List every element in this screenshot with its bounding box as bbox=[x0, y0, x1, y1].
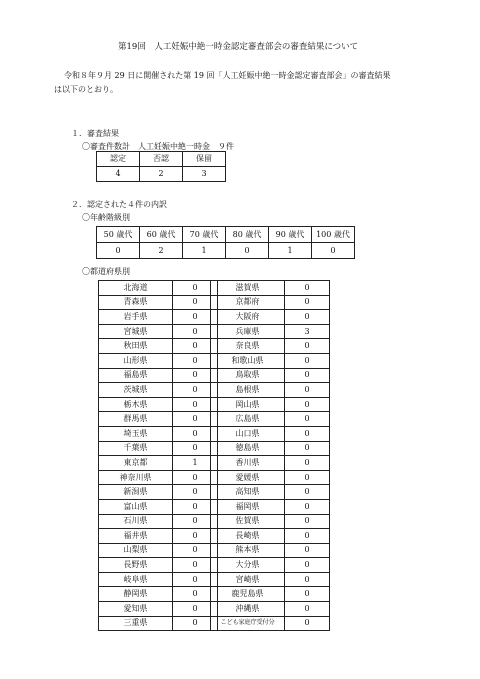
prefecture-count: 0 bbox=[285, 485, 330, 500]
prefecture-name: 山梨県 bbox=[99, 543, 173, 558]
prefecture-name: 岡山県 bbox=[211, 397, 285, 412]
age-value: 1 bbox=[269, 243, 312, 259]
prefecture-count: 0 bbox=[285, 412, 330, 427]
table-row bbox=[99, 456, 218, 471]
table-row bbox=[99, 602, 218, 617]
prefecture-count: 0 bbox=[285, 368, 330, 383]
prefecture-count: 0 bbox=[285, 587, 330, 602]
table-row bbox=[211, 295, 330, 310]
table-row bbox=[211, 339, 330, 354]
prefecture-name: 長野県 bbox=[99, 558, 173, 573]
prefecture-count: 0 bbox=[285, 426, 330, 441]
prefecture-name: 栃木県 bbox=[99, 397, 173, 412]
age-header: 100 歳代 bbox=[312, 227, 355, 243]
prefecture-count: 0 bbox=[173, 529, 218, 544]
prefecture-count: 0 bbox=[173, 426, 218, 441]
prefecture-name: 大分県 bbox=[211, 558, 285, 573]
prefecture-name: 宮崎県 bbox=[211, 572, 285, 587]
prefecture-count: 0 bbox=[285, 499, 330, 514]
age-header: 90 歳代 bbox=[269, 227, 312, 243]
prefecture-name: 福岡県 bbox=[211, 499, 285, 514]
age-header: 70 歳代 bbox=[183, 227, 226, 243]
prefecture-name: 沖縄県 bbox=[211, 602, 285, 617]
prefecture-count: 0 bbox=[285, 543, 330, 558]
table-row bbox=[211, 572, 330, 587]
prefecture-count: 0 bbox=[285, 383, 330, 398]
prefecture-count: 0 bbox=[173, 310, 218, 325]
table-row bbox=[99, 558, 218, 573]
header-pending: 保留 bbox=[183, 152, 226, 167]
prefecture-count: 0 bbox=[285, 616, 330, 631]
prefecture-name: 長崎県 bbox=[211, 529, 285, 544]
prefecture-count: 0 bbox=[285, 572, 330, 587]
table-row bbox=[99, 441, 218, 456]
prefecture-count: 0 bbox=[285, 339, 330, 354]
prefecture-count: 0 bbox=[173, 339, 218, 354]
table-row bbox=[97, 167, 226, 182]
prefecture-count: 3 bbox=[285, 324, 330, 339]
prefecture-count: 0 bbox=[173, 514, 218, 529]
prefecture-count: 0 bbox=[173, 281, 218, 296]
table-row bbox=[99, 353, 218, 368]
prefecture-name: 鳥取県 bbox=[211, 368, 285, 383]
prefecture-count: 0 bbox=[173, 543, 218, 558]
table-row bbox=[211, 543, 330, 558]
prefecture-count: 0 bbox=[173, 397, 218, 412]
prefecture-count: 0 bbox=[173, 602, 218, 617]
prefecture-name: 愛知県 bbox=[99, 602, 173, 617]
prefecture-name: 福島県 bbox=[99, 368, 173, 383]
table-row bbox=[211, 470, 330, 485]
age-value: 0 bbox=[97, 243, 140, 259]
prefecture-count: 0 bbox=[285, 529, 330, 544]
age-value: 2 bbox=[140, 243, 183, 259]
prefecture-name: 石川県 bbox=[99, 514, 173, 529]
prefecture-name: 北海道 bbox=[99, 281, 173, 296]
table-row bbox=[99, 616, 218, 631]
age-value: 1 bbox=[183, 243, 226, 259]
value-approved: 4 bbox=[97, 167, 140, 182]
prefecture-name: 千葉県 bbox=[99, 441, 173, 456]
table-row bbox=[211, 397, 330, 412]
prefecture-count: 0 bbox=[173, 587, 218, 602]
prefecture-name: 福井県 bbox=[99, 529, 173, 544]
prefecture-name: 熊本県 bbox=[211, 543, 285, 558]
age-header: 60 歳代 bbox=[140, 227, 183, 243]
prefecture-count: 0 bbox=[285, 441, 330, 456]
prefecture-name: 富山県 bbox=[99, 499, 173, 514]
table-row bbox=[99, 412, 218, 427]
prefecture-name: 徳島県 bbox=[211, 441, 285, 456]
review-result-table bbox=[96, 151, 226, 182]
table-row bbox=[211, 529, 330, 544]
prefecture-name: 山口県 bbox=[211, 426, 285, 441]
table-row bbox=[211, 368, 330, 383]
age-value: 0 bbox=[312, 243, 355, 259]
table-row bbox=[99, 310, 218, 325]
prefecture-name: 京都府 bbox=[211, 295, 285, 310]
prefecture-count: 0 bbox=[173, 485, 218, 500]
prefecture-name: 青森県 bbox=[99, 295, 173, 310]
table-row bbox=[99, 485, 218, 500]
table-row bbox=[99, 572, 218, 587]
prefecture-count: 0 bbox=[173, 572, 218, 587]
prefecture-name: 岩手県 bbox=[99, 310, 173, 325]
table-row bbox=[211, 514, 330, 529]
age-group-heading: 〇年齢階級別 bbox=[82, 213, 130, 222]
table-row bbox=[211, 383, 330, 398]
table-row bbox=[211, 441, 330, 456]
prefecture-count: 0 bbox=[173, 383, 218, 398]
page-title: 第19回 人工妊娠中絶一時金認定審査部会の審査結果について bbox=[118, 42, 359, 52]
table-row bbox=[99, 499, 218, 514]
table-row bbox=[99, 587, 218, 602]
prefecture-count: 0 bbox=[285, 456, 330, 471]
prefecture-count: 0 bbox=[285, 310, 330, 325]
prefecture-count: 1 bbox=[173, 456, 218, 471]
prefecture-count: 0 bbox=[285, 558, 330, 573]
table-row bbox=[99, 295, 218, 310]
prefecture-count: 0 bbox=[285, 514, 330, 529]
age-header: 80 歳代 bbox=[226, 227, 269, 243]
review-count-subheading: 〇審査件数計 人工妊娠中絶一時金 ９件 bbox=[82, 142, 234, 151]
prefecture-table-right bbox=[210, 280, 330, 631]
prefecture-count: 0 bbox=[173, 558, 218, 573]
prefecture-count: 0 bbox=[173, 353, 218, 368]
prefecture-name: 岐阜県 bbox=[99, 572, 173, 587]
prefecture-name: 東京都 bbox=[99, 456, 173, 471]
prefecture-count: 0 bbox=[173, 616, 218, 631]
value-rejected: 2 bbox=[140, 167, 183, 182]
table-row bbox=[211, 324, 330, 339]
prefecture-heading: 〇都道府県別 bbox=[82, 267, 130, 276]
prefecture-name: 秋田県 bbox=[99, 339, 173, 354]
table-row bbox=[211, 558, 330, 573]
table-row bbox=[211, 426, 330, 441]
header-rejected: 否認 bbox=[140, 152, 183, 167]
prefecture-name: 高知県 bbox=[211, 485, 285, 500]
prefecture-count: 0 bbox=[285, 397, 330, 412]
prefecture-name: 兵庫県 bbox=[211, 324, 285, 339]
value-pending: 3 bbox=[183, 167, 226, 182]
prefecture-count: 0 bbox=[173, 295, 218, 310]
prefecture-count: 0 bbox=[173, 324, 218, 339]
prefecture-name: 愛媛県 bbox=[211, 470, 285, 485]
table-row bbox=[99, 383, 218, 398]
prefecture-count: 0 bbox=[285, 295, 330, 310]
prefecture-name: 和歌山県 bbox=[211, 353, 285, 368]
table-row bbox=[99, 368, 218, 383]
prefecture-name: 宮城県 bbox=[99, 324, 173, 339]
table-row bbox=[211, 353, 330, 368]
table-row bbox=[99, 324, 218, 339]
prefecture-count: 0 bbox=[285, 602, 330, 617]
table-row bbox=[97, 243, 355, 259]
prefecture-count: 0 bbox=[173, 368, 218, 383]
table-row bbox=[211, 499, 330, 514]
table-row bbox=[99, 529, 218, 544]
prefecture-name: 三重県 bbox=[99, 616, 173, 631]
table-row bbox=[211, 602, 330, 617]
prefecture-name: 大阪府 bbox=[211, 310, 285, 325]
prefecture-count: 0 bbox=[173, 412, 218, 427]
prefecture-name: 埼玉県 bbox=[99, 426, 173, 441]
prefecture-name: 島根県 bbox=[211, 383, 285, 398]
section2-heading: ２．認定された４件の内訳 bbox=[71, 200, 167, 209]
header-approved: 認定 bbox=[97, 152, 140, 167]
prefecture-count: 0 bbox=[173, 470, 218, 485]
table-row bbox=[211, 281, 330, 296]
prefecture-name: 香川県 bbox=[211, 456, 285, 471]
prefecture-name: 新潟県 bbox=[99, 485, 173, 500]
table-row bbox=[99, 281, 218, 296]
table-row bbox=[97, 227, 355, 243]
prefecture-name: こども家庭庁受付分 bbox=[211, 616, 285, 631]
prefecture-name: 山形県 bbox=[99, 353, 173, 368]
table-row bbox=[99, 397, 218, 412]
table-row bbox=[99, 543, 218, 558]
prefecture-name: 滋賀県 bbox=[211, 281, 285, 296]
table-row bbox=[211, 412, 330, 427]
table-row bbox=[211, 616, 330, 631]
prefecture-count: 0 bbox=[285, 470, 330, 485]
prefecture-name: 茨城県 bbox=[99, 383, 173, 398]
section1-heading: １．審査結果 bbox=[71, 129, 119, 138]
table-row bbox=[99, 514, 218, 529]
table-row bbox=[211, 485, 330, 500]
prefecture-name: 鹿児島県 bbox=[211, 587, 285, 602]
prefecture-name: 佐賀県 bbox=[211, 514, 285, 529]
table-row bbox=[97, 152, 226, 167]
prefecture-name: 神奈川県 bbox=[99, 470, 173, 485]
intro-text-line1: 令和８年９月 29 日に開催された第 19 回「人工妊娠中絶一時金認定審査部会」の審査結果 bbox=[64, 71, 391, 80]
prefecture-name: 静岡県 bbox=[99, 587, 173, 602]
table-row bbox=[211, 456, 330, 471]
prefecture-count: 0 bbox=[285, 353, 330, 368]
prefecture-name: 奈良県 bbox=[211, 339, 285, 354]
table-row bbox=[211, 587, 330, 602]
table-row bbox=[99, 339, 218, 354]
age-value: 0 bbox=[226, 243, 269, 259]
table-row bbox=[99, 426, 218, 441]
prefecture-count: 0 bbox=[285, 281, 330, 296]
age-group-table bbox=[96, 226, 355, 259]
table-row bbox=[99, 470, 218, 485]
prefecture-count: 0 bbox=[173, 441, 218, 456]
age-header: 50 歳代 bbox=[97, 227, 140, 243]
prefecture-table-left bbox=[98, 280, 218, 631]
prefecture-count: 0 bbox=[173, 499, 218, 514]
intro-text-line2: は以下のとおり。 bbox=[54, 85, 118, 94]
table-row bbox=[211, 310, 330, 325]
prefecture-name: 群馬県 bbox=[99, 412, 173, 427]
prefecture-name: 広島県 bbox=[211, 412, 285, 427]
